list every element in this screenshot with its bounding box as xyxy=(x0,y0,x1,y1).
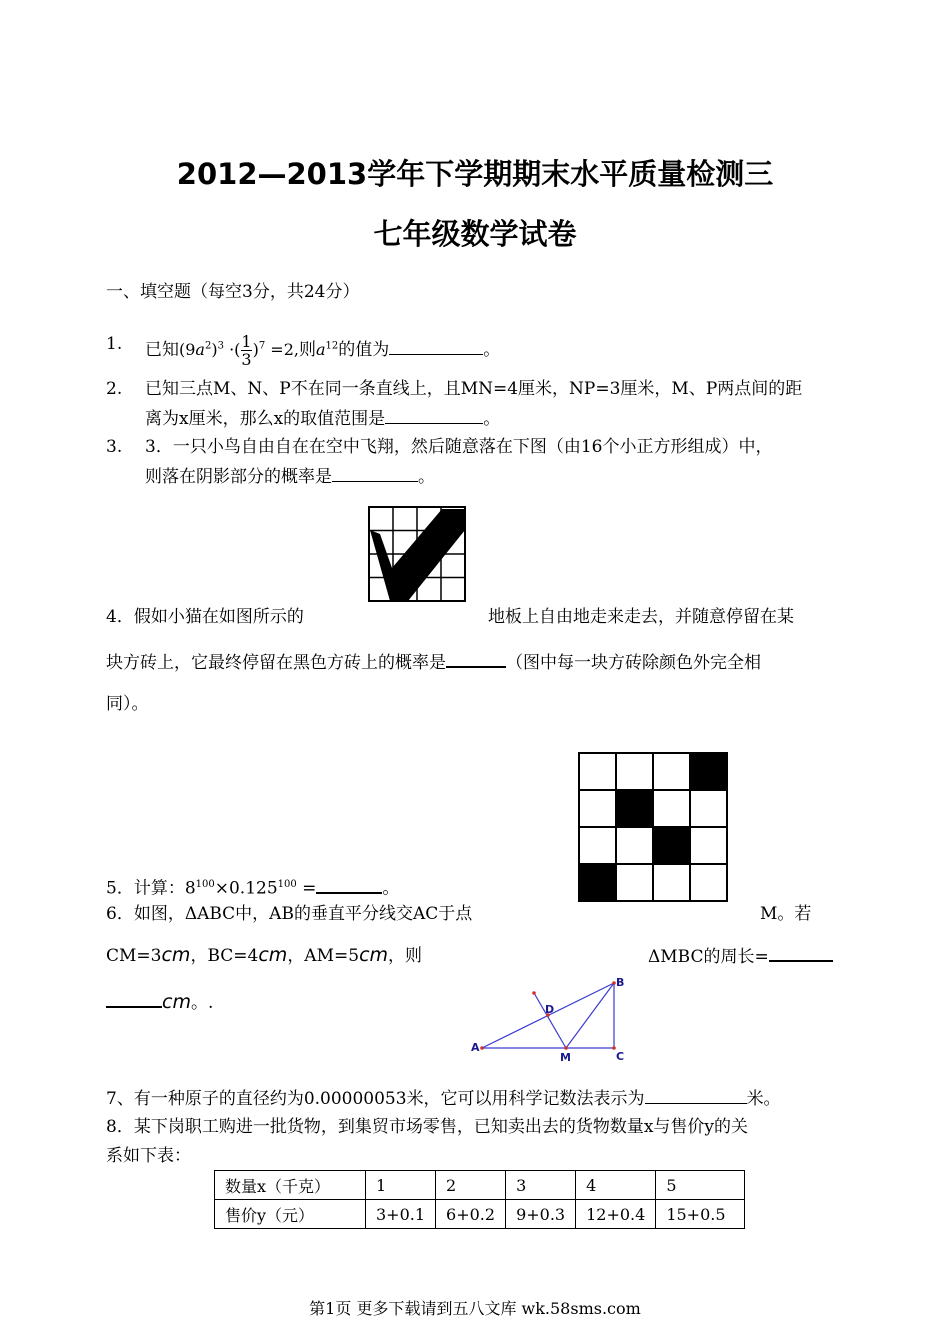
q1-end: 。 xyxy=(483,340,501,360)
white-tile xyxy=(653,864,690,901)
q1-suffix: 的值为 xyxy=(338,340,390,360)
table-cell: 1 xyxy=(366,1171,436,1200)
q1-answer-blank[interactable] xyxy=(389,338,483,355)
q4-line3: 同）。 xyxy=(106,694,149,714)
q3-checkmark-grid-figure xyxy=(368,506,466,602)
q1-var: a xyxy=(315,340,326,359)
segment-bm xyxy=(566,983,614,1048)
q4-tile-floor-figure xyxy=(578,752,728,902)
q8-line2: 系如下表： xyxy=(106,1146,191,1166)
label-d: D xyxy=(545,1003,555,1016)
white-tile xyxy=(690,864,727,901)
table-cell: 9+0.3 xyxy=(506,1200,576,1229)
table-row-header: 售价y（元） xyxy=(215,1200,366,1229)
white-tile xyxy=(616,827,653,864)
label-c: C xyxy=(616,1050,625,1063)
q6-answer-blank-a[interactable] xyxy=(769,944,833,962)
exam-title-line2: 七年级数学试卷 xyxy=(373,217,577,251)
black-tile xyxy=(579,864,616,901)
table-row-header: 数量x（千克） xyxy=(215,1171,366,1200)
tile-row xyxy=(579,864,727,901)
q2-line1: 已知三点M、N、P不在同一条直线上，且MN=4厘米，NP=3厘米，M、P两点间的距 xyxy=(145,379,803,399)
table-cell: 5 xyxy=(656,1171,745,1200)
q7-answer-blank[interactable] xyxy=(645,1087,747,1104)
white-tile xyxy=(653,790,690,827)
q1-prefix: 已知 xyxy=(145,340,179,360)
q3-number: 3. xyxy=(106,437,123,457)
white-tile xyxy=(690,790,727,827)
tile-row xyxy=(579,790,727,827)
q4-part1: 4．假如小猫在如图所示的 xyxy=(106,607,304,627)
q2-answer-blank[interactable] xyxy=(385,407,483,424)
q4-answer-blank[interactable] xyxy=(446,650,506,668)
table-row xyxy=(215,1200,745,1229)
black-tile xyxy=(653,827,690,864)
q6-line3: cm。. xyxy=(106,990,213,1014)
q8-line1: 8．某下岗职工购进一批货物，到集贸市场零售，已知卖出去的货物数量x与售价y的关 xyxy=(106,1117,749,1137)
table-cell: 3 xyxy=(506,1171,576,1200)
tile-row xyxy=(579,827,727,864)
q2-line2: 离为x厘米，那么x的取值范围是 。 xyxy=(145,409,501,429)
table-row xyxy=(215,1171,745,1200)
q1-number: 1. xyxy=(106,334,123,354)
black-tile xyxy=(690,753,727,790)
white-tile xyxy=(579,790,616,827)
table-cell: 4 xyxy=(576,1171,656,1200)
white-tile xyxy=(579,753,616,790)
table-cell: 2 xyxy=(436,1171,506,1200)
white-tile xyxy=(616,753,653,790)
q3-line1: 3．一只小鸟自由自在在空中飞翔，然后随意落在下图（由16个小正方形组成）中， xyxy=(145,437,773,457)
q3-line2: 则落在阴影部分的概率是 。 xyxy=(145,467,435,487)
q1-body xyxy=(145,333,500,368)
q1-expr: $(9a^2)^3$ ·( $\frac{1}{3}$ )$^7$ =2, xyxy=(179,332,299,369)
q5-answer-blank[interactable] xyxy=(316,876,382,894)
label-m: M xyxy=(560,1051,571,1064)
label-a: A xyxy=(471,1041,480,1054)
black-tile xyxy=(616,790,653,827)
white-tile xyxy=(690,827,727,864)
table-cell: 15+0.5 xyxy=(656,1200,745,1229)
q8-data-table xyxy=(214,1170,745,1229)
page-footer: 第1页 更多下载请到五八文库 wk.58sms.com xyxy=(309,1299,641,1318)
table-cell: 6+0.2 xyxy=(436,1200,506,1229)
q1-then: 则 xyxy=(298,340,316,360)
label-b: B xyxy=(616,976,625,989)
q6-part2: M。若 xyxy=(760,904,812,924)
q1-frac-den: 3 xyxy=(241,350,252,369)
q1-frac-num: 1 xyxy=(241,332,252,351)
tile-row xyxy=(579,753,727,790)
q5-text: 5．计算：$8^{100}\times 0.125^{100}$ = 。 xyxy=(106,874,399,900)
white-tile xyxy=(579,827,616,864)
q7-text: 7、有一种原子的直径约为0.00000053米，它可以用科学记数法表示为 米。 xyxy=(106,1089,781,1109)
table-cell: 3+0.1 xyxy=(366,1200,436,1229)
q6-triangle-figure xyxy=(468,975,638,1065)
q4-part2: 地板上自由地走来走去，并随意停留在某 xyxy=(488,607,794,627)
section-heading: 一、填空题（每空3分，共24分） xyxy=(106,282,360,302)
q4-line2: 块方砖上，它最终停留在黑色方砖上的概率是 （图中每一块方砖除颜色外完全相 xyxy=(106,650,761,674)
q6-part1: 6．如图，ΔABC中，AB的垂直平分线交AC于点 xyxy=(106,904,473,924)
q6-answer-blank-b[interactable] xyxy=(106,990,162,1008)
q3-answer-blank[interactable] xyxy=(332,465,418,482)
q6-line2: CM=3cm，BC=4cm，AM=5cm，则 xyxy=(106,944,423,966)
exam-title-line1: 2012—2013学年下学期期末水平质量检测三 xyxy=(176,157,774,191)
q2-number: 2. xyxy=(106,379,123,399)
table-cell: 12+0.4 xyxy=(576,1200,656,1229)
white-tile xyxy=(653,753,690,790)
white-tile xyxy=(616,864,653,901)
q6-line2-right: ΔMBC的周长= xyxy=(648,944,833,968)
q1-exp12: 12 xyxy=(325,340,339,352)
